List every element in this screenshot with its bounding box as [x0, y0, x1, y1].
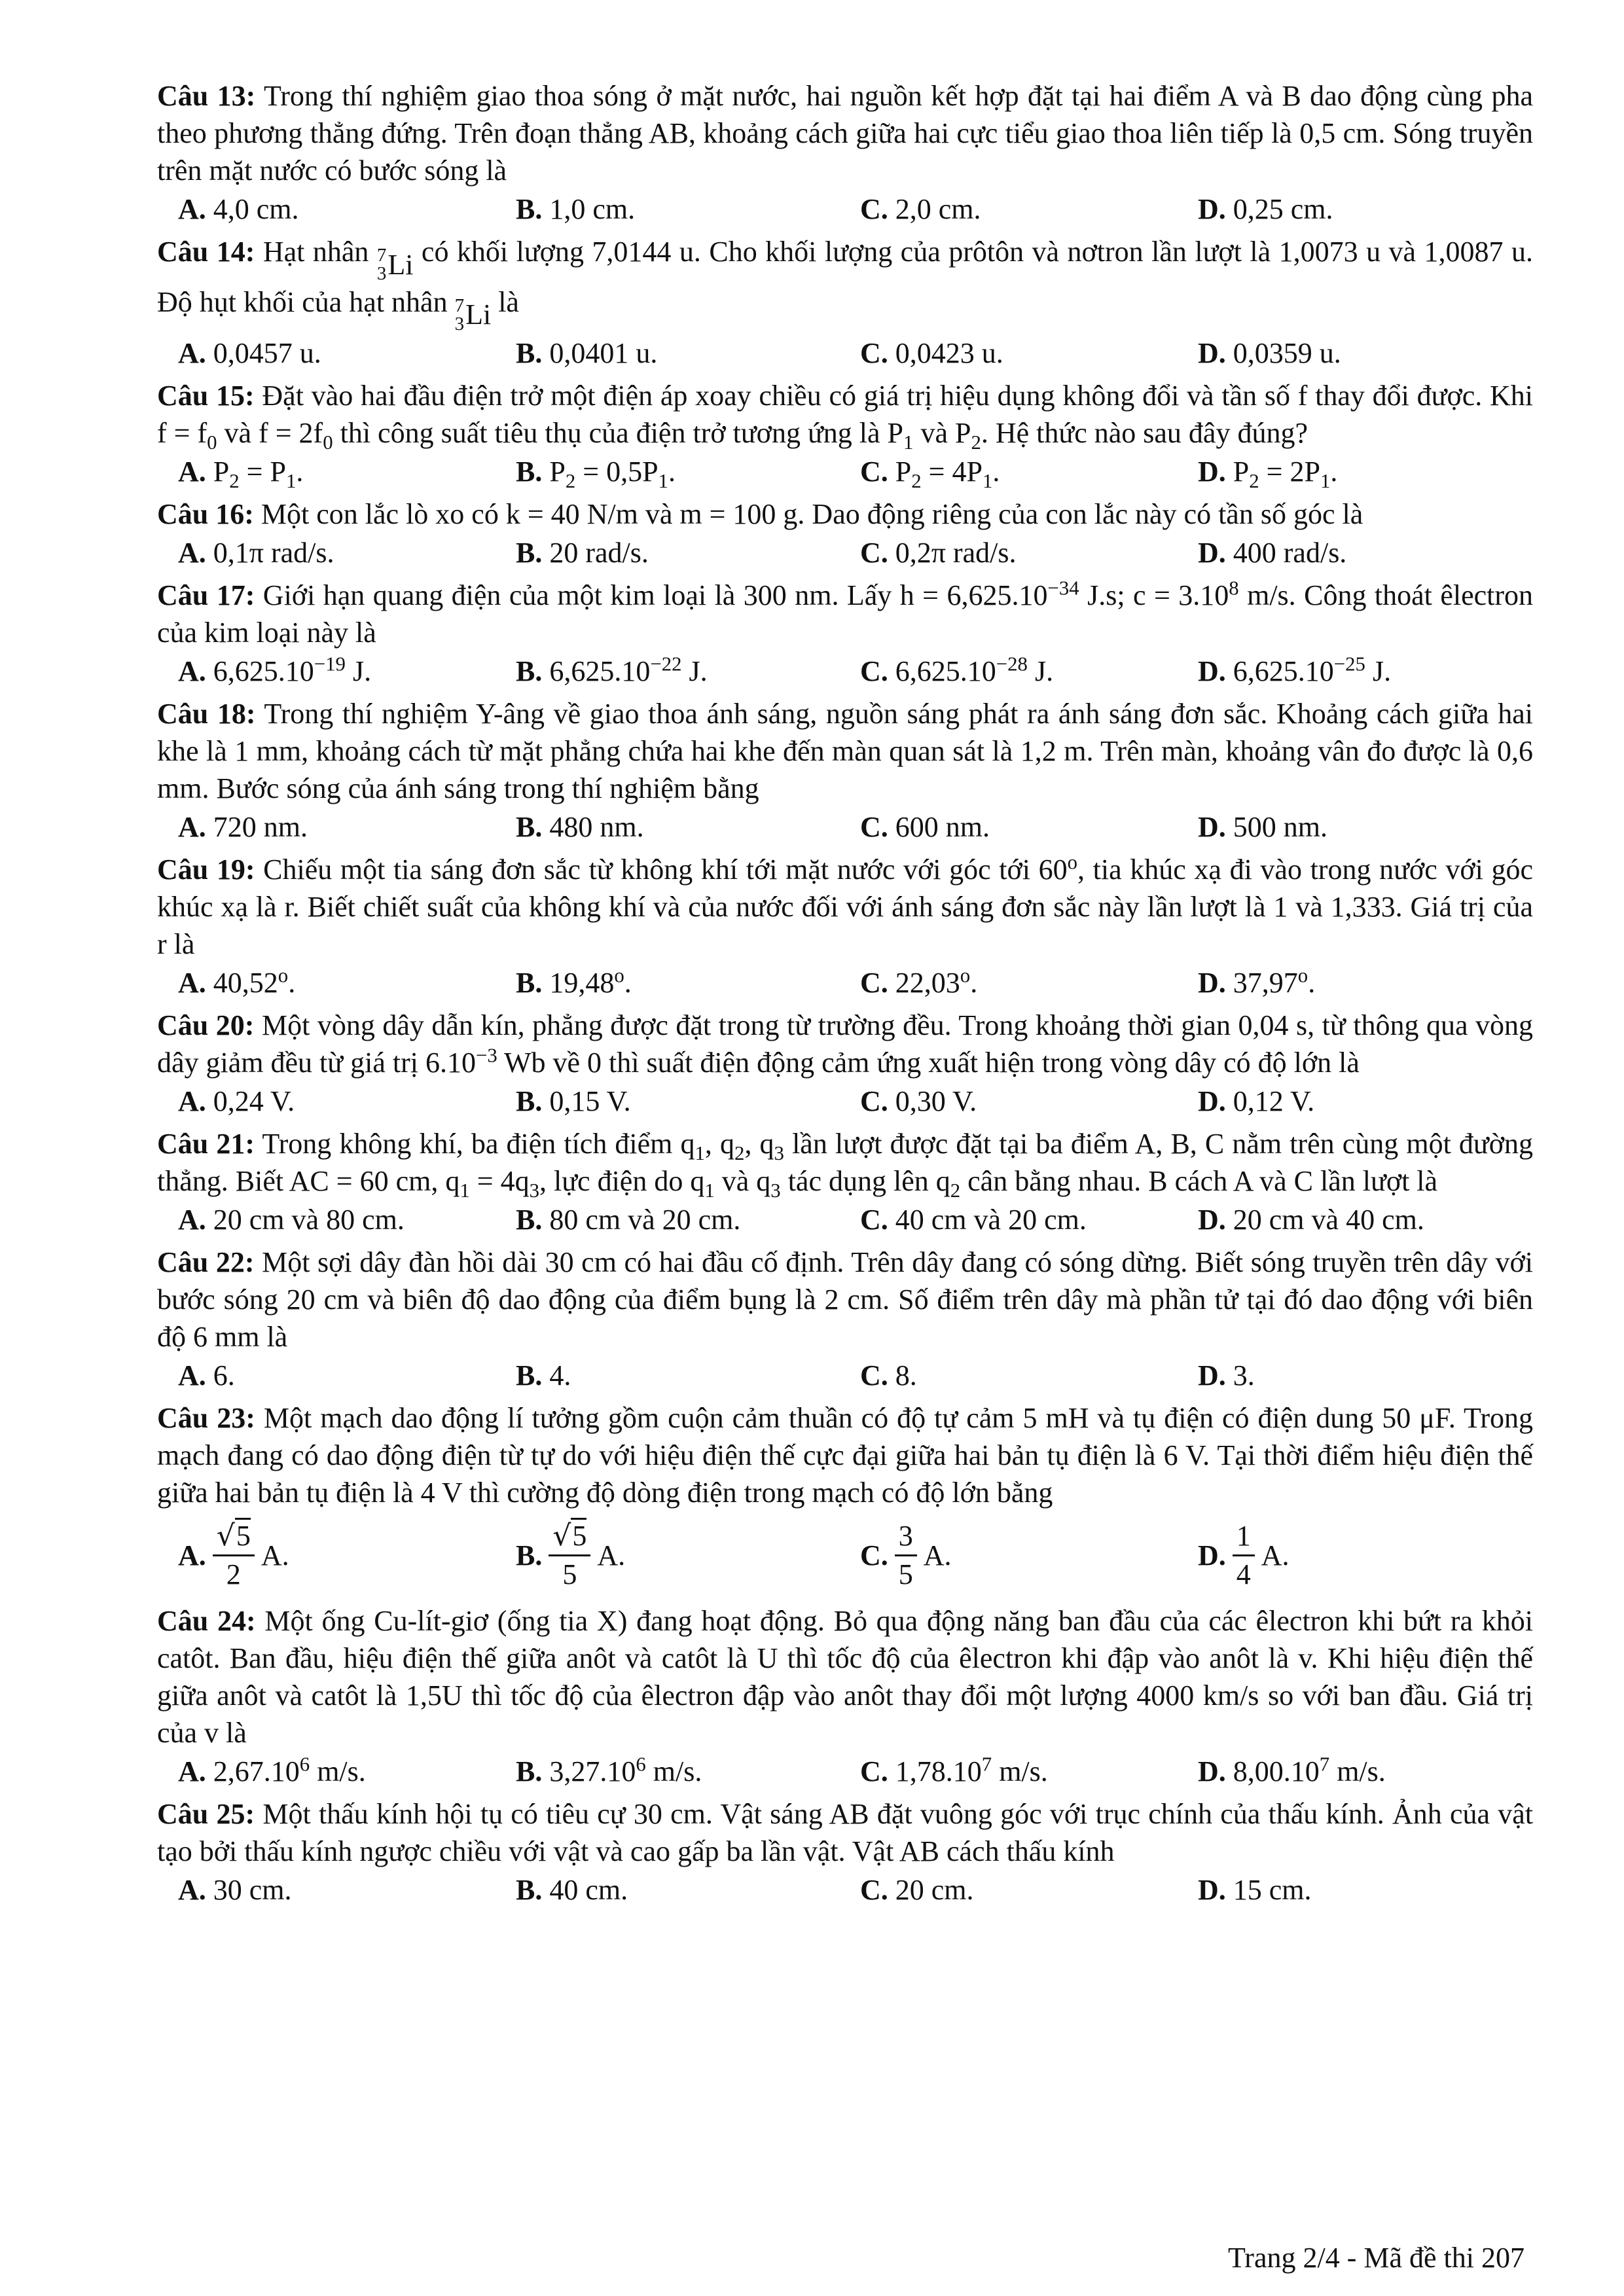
option-c: C. 8.: [860, 1359, 917, 1391]
question-24: [157, 1602, 1533, 1790]
question-text: Một thấu kính hội tụ có tiêu cự 30 cm. Vật sáng AB đặt vuông góc với trục chính của thấu kính. Ảnh của vật tạo bởi thấu kính ngược chiều với vật và cao gấp ba lần vật. Vật AB cách thấu kính: [157, 1798, 1533, 1867]
question-label: Câu 21:: [157, 1128, 255, 1160]
option-a: A. 0,0457 u.: [178, 337, 321, 369]
option-b: B. $\frac{√5}{5}$ A.: [516, 1518, 860, 1593]
option-b: B. 3,27.10$^6$ m/s.: [516, 1753, 702, 1787]
option-b: B. 4.: [516, 1359, 571, 1391]
question-text: Trong thí nghiệm giao thoa sóng ở mặt nước, hai nguồn kết hợp đặt tại hai điểm A và B dao động cùng pha theo phương thẳng đứng. Trên đoạn thẳng AB, khoảng cách giữa hai cực tiểu giao thoa liên tiếp là 0,5 cm. Sóng truyền trên mặt nước có bước sóng là: [157, 80, 1533, 187]
question-20: Câu 20: Một vòng dây dẫn kín, phẳng được đặt trong từ trường đều. Trong khoảng thời gian 0,04 s, từ thông qua vòng dây giảm đều từ giá trị $6.10^{-3}$ Wb về 0 thì suất điện động cảm ứng xuất hiện trong vòng dây có độ lớn là A. 0,24 V. B. 0,15 V. C. 0,30 V. D. 0,12 V.: [157, 1007, 1533, 1120]
question-23: [157, 1399, 1533, 1593]
fraction: $\frac{1}{4}$: [1233, 1518, 1255, 1593]
option-b: B. 480 nm.: [516, 811, 644, 843]
question-label: Câu 20:: [157, 1009, 255, 1041]
option-d: D. 3.: [1198, 1359, 1255, 1391]
question-label: Câu 19:: [157, 853, 255, 886]
options: [157, 1753, 1533, 1790]
question-text: Một ống Cu-lít-giơ (ống tia X) đang hoạt động. Bỏ qua động năng ban đầu của các êlectron khi bứt ra khỏi catôt. Ban đầu, hiệu điện thế giữa anôt và catôt là U thì tốc độ của êlectron khi đập vào anôt là v. Khi hiệu điện thế giữa anôt và catôt là 1,5U thì tốc độ của êlectron đập vào anôt thay đổi một lượng 4000 km/s so với ban đầu. Giá trị của v là: [157, 1605, 1534, 1749]
option-a: A. 20 cm và 80 cm.: [178, 1204, 405, 1236]
option-c: C. 0,0423 u.: [860, 337, 1003, 369]
option-b: B. 0,0401 u.: [516, 337, 658, 369]
options: [157, 808, 1533, 846]
option-c: C. 0,30 V.: [860, 1085, 977, 1117]
question-label: Câu 14:: [157, 236, 255, 268]
exam-page: [157, 77, 1533, 1914]
option-d: D. 15 cm.: [1198, 1874, 1312, 1906]
option-c: C. 20 cm.: [860, 1874, 974, 1906]
option-d: D. 37,97$^o$.: [1198, 964, 1316, 999]
lithium-nuclide: 7 3 Li: [376, 245, 414, 284]
option-a: A. $P_2 = P_1$.: [178, 456, 304, 492]
question-18: [157, 695, 1533, 846]
option-d: D. 0,25 cm.: [1198, 193, 1333, 225]
question-label: Câu 15:: [157, 380, 255, 412]
option-a: A. 6.: [178, 1359, 235, 1391]
option-a: A. $\frac{√5}{2}$ A.: [178, 1518, 516, 1593]
option-a: A. 0,1π rad/s.: [178, 537, 334, 569]
option-d: D. 20 cm và 40 cm.: [1198, 1204, 1424, 1236]
option-a: A. $6,625.10^{-19}$ J.: [178, 653, 372, 687]
option-d: D. 8,00.10$^7$ m/s.: [1198, 1753, 1386, 1787]
option-d: D. $P_2 = 2P_1$.: [1198, 456, 1338, 492]
option-b: B. 1,0 cm.: [516, 193, 636, 225]
options: [157, 1357, 1533, 1394]
question-15: Câu 15: Đặt vào hai đầu điện trở một điện áp xoay chiều có giá trị hiệu dụng không đổi và tần số f thay đổi được. Khi $f = f_0$ và $f = 2f_0$ thì công suất tiêu thụ của điện trở tương ứng là $P_1$ và $P_2$. Hệ thức nào sau đây đúng? A. $P_2 = P_1$. B. $P_2 = 0,5P_1$. C. $P_2 = 4P_1$. D. $P_2 = 2P_1$.: [157, 380, 1533, 492]
option-d: D. 400 rad/s.: [1198, 537, 1347, 569]
question-16: [157, 495, 1533, 571]
question-22: [157, 1244, 1533, 1394]
option-c: C. 40 cm và 20 cm.: [860, 1204, 1087, 1236]
option-c: C. 22,03$^o$.: [860, 964, 978, 999]
question-label: Câu 16:: [157, 498, 254, 530]
question-19: Câu 19: Chiếu một tia sáng đơn sắc từ không khí tới mặt nước với góc tới 60$^o$, tia khúc xạ đi vào trong nước với góc khúc xạ là r. Biết chiết suất của không khí và của nước đối với ánh sáng đơn sắc này lần lượt là 1 và 1,333. Giá trị của r là A. 40,52$^o$. B. 19,48$^o$. C. 22,03$^o$. D. 37,97$^o$.: [157, 851, 1533, 1001]
option-c: C. $6,625.10^{-28}$ J.: [860, 653, 1054, 687]
option-b: B. 20 rad/s.: [516, 537, 649, 569]
question-text: Một con lắc lò xo có k = 40 N/m và m = 100 g. Dao động riêng của con lắc này có tần số góc là: [261, 498, 1363, 530]
options: [157, 653, 1533, 690]
question-label: Câu 17:: [157, 579, 255, 611]
option-b: B. 80 cm và 20 cm.: [516, 1204, 741, 1236]
option-d: D. 500 nm.: [1198, 811, 1328, 843]
question-17: Câu 17: Giới hạn quang điện của một kim loại là 300 nm. Lấy $h = 6,625.10^{-34}$ J.s; $c = 3.10^8$ m/s. Công thoát êlectron của kim loại này là A. $6,625.10^{-19}$ J. B. $6,625.10^{-22}$ J. C. $6,625.10^{-28}$ J. D. $6,625.10^{-25}$ J.: [157, 577, 1533, 690]
option-b: B. 40 cm.: [516, 1874, 628, 1906]
option-d: D. $\frac{1}{4}$ A.: [1198, 1518, 1290, 1593]
options: [157, 964, 1533, 1001]
options: [157, 1518, 1533, 1593]
option-a: A. 30 cm.: [178, 1874, 292, 1906]
question-14: Câu 14: Hạt nhân 7 3 Li có khối lượng 7,0144 u. Cho khối lượng của prôtôn và nơtron lần lượt là 1,0073 u và 1,0087 u. Độ hụt khối của hạt nhân 7 3 Li là A. 0,0457 u. B. 0,0401 u. C. 0,0423 u. D. 0,0359 u.: [157, 233, 1533, 372]
lithium-nuclide: 7 3 Li: [454, 295, 492, 334]
options: [157, 1201, 1533, 1238]
option-d: D. 0,12 V.: [1198, 1085, 1315, 1117]
options: [157, 1871, 1533, 1909]
option-c: C. $\frac{3}{5}$ A.: [860, 1518, 1198, 1593]
options: [157, 190, 1533, 228]
option-c: C. 2,0 cm.: [860, 193, 981, 225]
question-25: [157, 1795, 1533, 1909]
option-a: A. 4,0 cm.: [178, 193, 299, 225]
options: [157, 453, 1533, 490]
option-c: C. 600 nm.: [860, 811, 990, 843]
option-d: D. $6,625.10^{-25}$ J.: [1198, 653, 1392, 687]
option-c: C. 0,2π rad/s.: [860, 537, 1017, 569]
question-text: Một mạch dao động lí tưởng gồm cuộn cảm thuần có độ tự cảm 5 mH và tụ điện có điện dung 50 μF. Trong mạch đang có dao động điện từ tự do với hiệu điện thế cực đại giữa hai bản tụ điện là 6 V. Tại thời điểm hiệu điện thế giữa hai bản tụ điện là 4 V thì cường độ dòng điện trong mạch có độ lớn bằng: [157, 1402, 1534, 1509]
options: [157, 1083, 1533, 1120]
question-label: Câu 22:: [157, 1246, 255, 1278]
question-text: Một sợi dây đàn hồi dài 30 cm có hai đầu cố định. Trên dây đang có sóng dừng. Biết sóng truyền trên dây với bước sóng 20 cm và biên độ dao động của điểm bụng là 2 cm. Số điểm trên dây mà phần tử tại đó dao động với biên độ 6 mm là: [157, 1246, 1533, 1353]
option-a: A. 40,52$^o$.: [178, 964, 296, 999]
option-a: A. 2,67.10$^6$ m/s.: [178, 1753, 366, 1787]
question-label: Câu 18:: [157, 698, 256, 730]
option-a: A. 720 nm.: [178, 811, 308, 843]
question-label: Câu 24:: [157, 1605, 256, 1637]
fraction: $\frac{√5}{2}$: [213, 1518, 255, 1593]
options: [157, 534, 1533, 571]
question-13: [157, 77, 1533, 228]
question-label: Câu 13:: [157, 80, 256, 112]
question-text: Trong thí nghiệm Y-âng về giao thoa ánh sáng, nguồn sáng phát ra ánh sáng đơn sắc. Khoảng cách giữa hai khe là 1 mm, khoảng cách từ mặt phẳng chứa hai khe đến màn quan sát là 1,2 m. Trên màn, khoảng vân đo được là 0,6 mm. Bước sóng của ánh sáng trong thí nghiệm bằng: [157, 698, 1533, 804]
options: [157, 334, 1533, 372]
option-b: B. $P_2 = 0,5P_1$.: [516, 456, 676, 492]
option-c: C. 1,78.10$^7$ m/s.: [860, 1753, 1048, 1787]
option-b: B. $6,625.10^{-22}$ J.: [516, 653, 708, 687]
question-label: Câu 25:: [157, 1798, 255, 1830]
option-b: B. 0,15 V.: [516, 1085, 631, 1117]
option-d: D. 0,0359 u.: [1198, 337, 1341, 369]
question-label: Câu 23:: [157, 1402, 255, 1434]
option-b: B. 19,48$^o$.: [516, 964, 632, 999]
question-21: Câu 21: Trong không khí, ba điện tích điểm $q_1$, $q_2$, $q_3$ lần lượt được đặt tại ba điểm A, B, C nằm trên cùng một đường thẳng. Biết AC = 60 cm, $q_1 = 4q_3$, lực điện do $q_1$ và $q_3$ tác dụng lên $q_2$ cân bằng nhau. B cách A và C lần lượt là A. 20 cm và 80 cm. B. 80 cm và 20 cm. C. 40 cm và 20 cm. D. 20 cm và 40 cm.: [157, 1125, 1533, 1238]
fraction: $\frac{3}{5}$: [895, 1518, 917, 1593]
fraction: $\frac{√5}{5}$: [549, 1518, 590, 1593]
option-a: A. 0,24 V.: [178, 1085, 295, 1117]
option-c: C. $P_2 = 4P_1$.: [860, 456, 1000, 492]
page-footer: Trang 2/4 - Mã đề thi 207: [1227, 2242, 1525, 2274]
